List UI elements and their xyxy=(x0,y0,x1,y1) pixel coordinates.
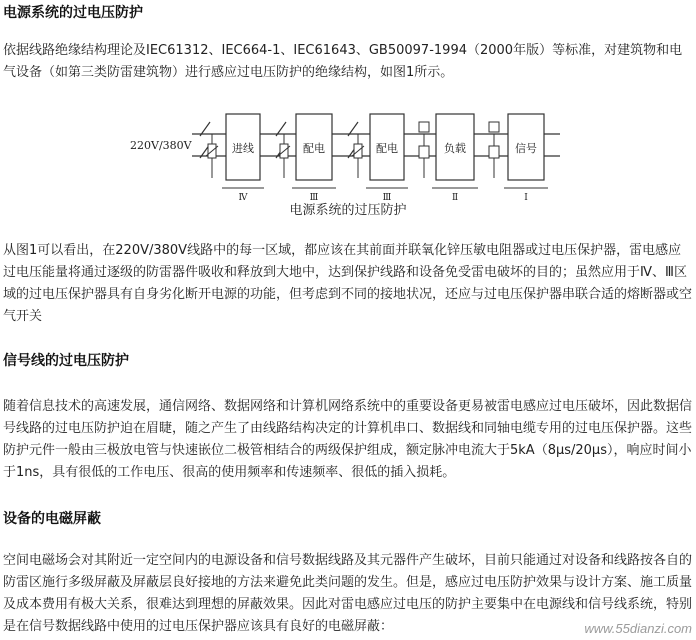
zone-ii-group xyxy=(419,114,478,203)
section-title-shielding: 设备的电磁屏蔽 xyxy=(3,511,101,527)
fuse-icon xyxy=(419,122,429,132)
figure-caption: 电源系统的过压防护 xyxy=(289,203,407,218)
block-label-load: 负载 xyxy=(444,142,466,155)
section-title-signal: 信号线的过电压防护 xyxy=(3,353,129,369)
zone-iii-b-group xyxy=(348,114,408,203)
block-label-signal: 信号 xyxy=(515,142,537,155)
voltage-label: 220V/380V xyxy=(130,139,192,152)
zone-label-i: Ⅰ xyxy=(524,193,528,203)
zone-iv-group xyxy=(206,114,264,203)
zone-i-group xyxy=(489,114,548,203)
block-label-distribution-2: 配电 xyxy=(376,142,398,155)
zone-label-iv: Ⅳ xyxy=(238,193,248,203)
signal-body-paragraph: 随着信息技术的高速发展，通信网络、数据网络和计算机网络系统中的重要设备更易被雷电感应过电压破坏，因此数据信号线路的过电压防护迫在眉睫，随之产生了由线路结构决定的计算机串口、数据线和同轴电缆专用的过电压保护器。这些防护元件一般由三极放电管与快速嵌位二极管相结合的两级保护组成，额定脉冲电流大于5kA（8μs/20μs），响应时间小于1ns，具有很低的工作电压、很高的使用频率和传速频率、很低的插入损耗。 xyxy=(3,399,693,480)
discharge-tube-icon xyxy=(419,146,429,158)
shielding-body-paragraph: 空间电磁场会对其附近一定空间内的电源设备和信号数据线路及其元器件产生破坏，目前只能通过对设备和线路按各自的防雷区施行多级屏蔽及屏蔽层良好接地的方法来避免此类问题的发生。但是，感应过电压防护效果与设计方案、施工质量及成本费用有极大关系，很难达到理想的屏蔽效果。因此对雷电感应过电压的防护主要集中在电源线和信号线系统，特别是在信号数据线路中使用的过电压保护器应该具有良好的电磁屏蔽： xyxy=(3,553,693,634)
discharge-tube-icon xyxy=(489,146,499,158)
block-label-incoming: 进线 xyxy=(232,142,254,155)
intro-paragraph: 依据线路绝缘结构理论及IEC61312、IEC664-1、IEC61643、GB50097-1994（2000年版）等标准，对建筑物和电气设备（如第三类防雷建筑物）进行感应过电压防护的绝缘结构，如图1所示。 xyxy=(3,43,683,80)
zone-label-iii-b: Ⅲ xyxy=(382,193,392,203)
power-body-paragraph: 从图1可以看出，在220V/380V线路中的每一区域，都应该在其前面并联氧化锌压敏电阻器或过电压保护器，雷电感应过电压能量将通过逐级的防雷器件吸收和释放到大地中，达到保护线路和设备免受雷电破坏的目的；虽然应用于Ⅳ、Ⅲ区域的过电压保护器具有自身劣化断开电源的功能，但考虑到不同的接地状况，还应与过电压保护器串联合适的熔断器或空气开关 xyxy=(3,243,693,324)
zone-iii-a-group xyxy=(276,114,336,203)
fuse-icon xyxy=(489,122,499,132)
power-protection-diagram xyxy=(130,106,560,210)
zone-label-iii-a: Ⅲ xyxy=(309,193,319,203)
watermark: www.55dianzi.com xyxy=(584,621,692,636)
section-title-power: 电源系统的过电压防护 xyxy=(3,5,143,21)
block-label-distribution-1: 配电 xyxy=(303,142,325,155)
zone-label-ii: Ⅱ xyxy=(451,193,459,203)
